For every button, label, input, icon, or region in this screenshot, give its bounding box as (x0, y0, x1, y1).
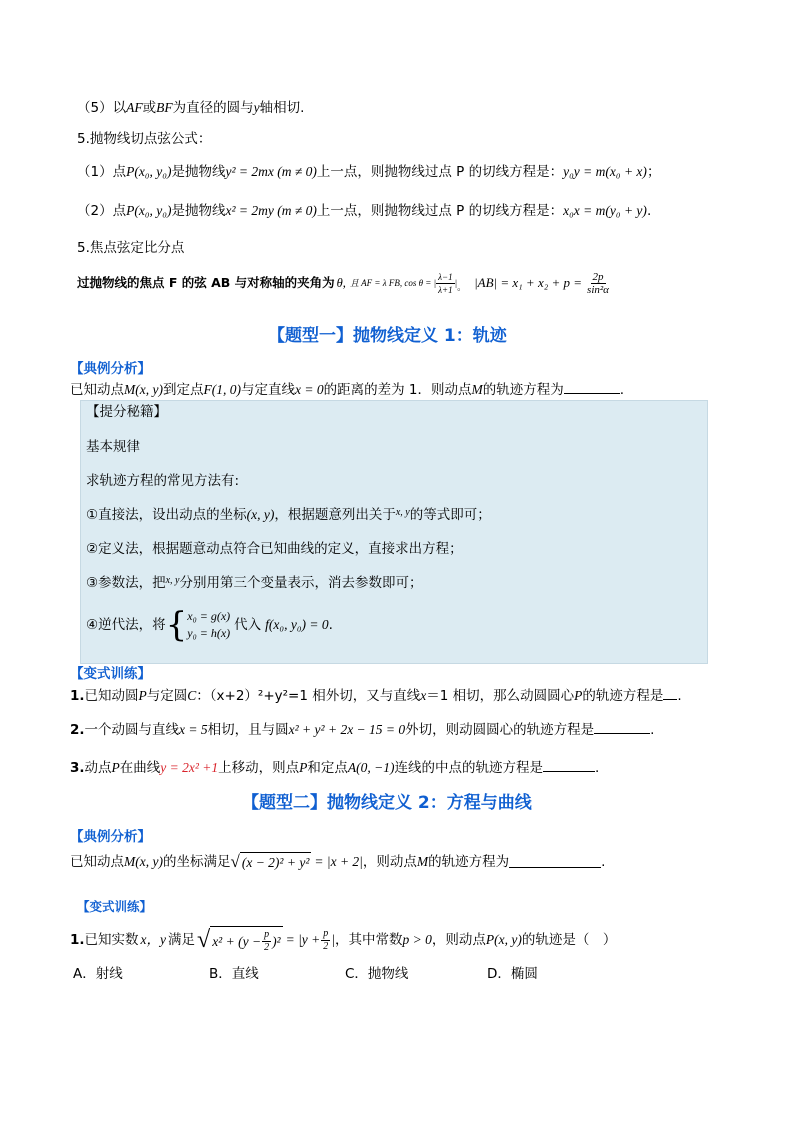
option-a: A．射线 (73, 966, 123, 982)
option-d: D．椭圆 (487, 966, 538, 982)
example-label-2: 【典例分析】 (70, 829, 151, 845)
variant-label-2: 【变式训练】 (77, 899, 153, 914)
tips-subtitle: 基本规律 (86, 439, 140, 455)
answer-blank (564, 381, 620, 394)
tangent-formula-2: （2）点P(x₀, y₀)是抛物线x² = 2my (m ≠ 0)上一点，则抛物线过点 P 的切线方程是：x₀x = m(y₀ + y). (77, 203, 652, 219)
tips-title: 【提分秘籍】 (86, 404, 167, 420)
example-1: 已知动点M(x, y)到定点F(1, 0)与定直线x = 0的距离的差为 1．则动点M的轨迹方程为 . (70, 382, 625, 398)
item-5: （5）以AF或BF为直径的圆与y轴相切. (77, 100, 305, 116)
variant-1: 1.已知动圆P与定圆C：（x+2）²+y²=1 相外切，又与直线x＝1 相切，那么动圆圆心P的轨迹方程是 . (70, 688, 682, 704)
type1-title: 【题型一】抛物线定义 1：轨迹 (268, 326, 507, 346)
type2-title: 【题型二】抛物线定义 2：方程与曲线 (242, 793, 532, 813)
example-label-1: 【典例分析】 (70, 361, 151, 377)
tips-intro: 求轨迹方程的常见方法有: (86, 473, 240, 489)
method-3: ③参数法，把$^{x, y}$分别用第三个变量表示，消去参数即可； (86, 575, 423, 591)
option-c: C．抛物线 (345, 966, 409, 982)
variant-label-1: 【变式训练】 (70, 666, 151, 682)
tangent-formula-1: （1）点P(x₀, y₀)是抛物线y² = 2mx (m ≠ 0)上一点，则抛物线过点 P 的切线方程是：y₀y = m(x₀ + x)； (77, 164, 661, 180)
method-1: ①直接法，设出动点的坐标(x, y)，根据题意列出关于$^{x, y}$的等式即可； (86, 507, 491, 523)
variant-2: 2.一个动圆与直线x = 5相切，且与圆x² + y² + 2x − 15 = 0外切，则动圆圆心的轨迹方程是 . (70, 722, 655, 738)
section-focal-heading: 5.焦点弦定比分点 (77, 240, 185, 256)
example-2: 已知动点 M(x, y) 的坐标满足 √ (x − 2)² + y² = |x + 2| ，则动点 M 的轨迹方程为 . (70, 851, 606, 871)
option-b: B．直线 (209, 966, 259, 982)
method-4: ④逆代法，将 { x₀ = g(x) y₀ = h(x) 代入 f(x₀, y₀) = 0 . (86, 605, 333, 645)
method-2: ②定义法，根据题意动点符合已知曲线的定义，直接求出方程； (86, 541, 463, 557)
question-1: 1. 已知实数 x，y 满足 √ x² + (y − $\frac{p}{2}$ )² = |y + $\frac{p}{2}$ | ，其中常数 p > 0 ，则动点 P(x, y) 的轨迹是（ ） (70, 927, 617, 953)
section-tangent-heading: 5.抛物线切点弦公式： (77, 131, 212, 147)
variant-3: 3.动点P在曲线y = 2x² +1上移动，则点P和定点A(0, −1)连线的中点的轨迹方程是 . (70, 760, 600, 776)
focal-chord-statement: 过抛物线的焦点 F 的弦 AB 与对称轴的夹角为 θ, 且 AF = λ FB, cos θ = | $\frac{\lambda-1}{\lambda+1}$ | 。 |AB| = x₁ + x₂ + p = $\frac{2p}{\text{sin²α}}$ (77, 270, 609, 296)
